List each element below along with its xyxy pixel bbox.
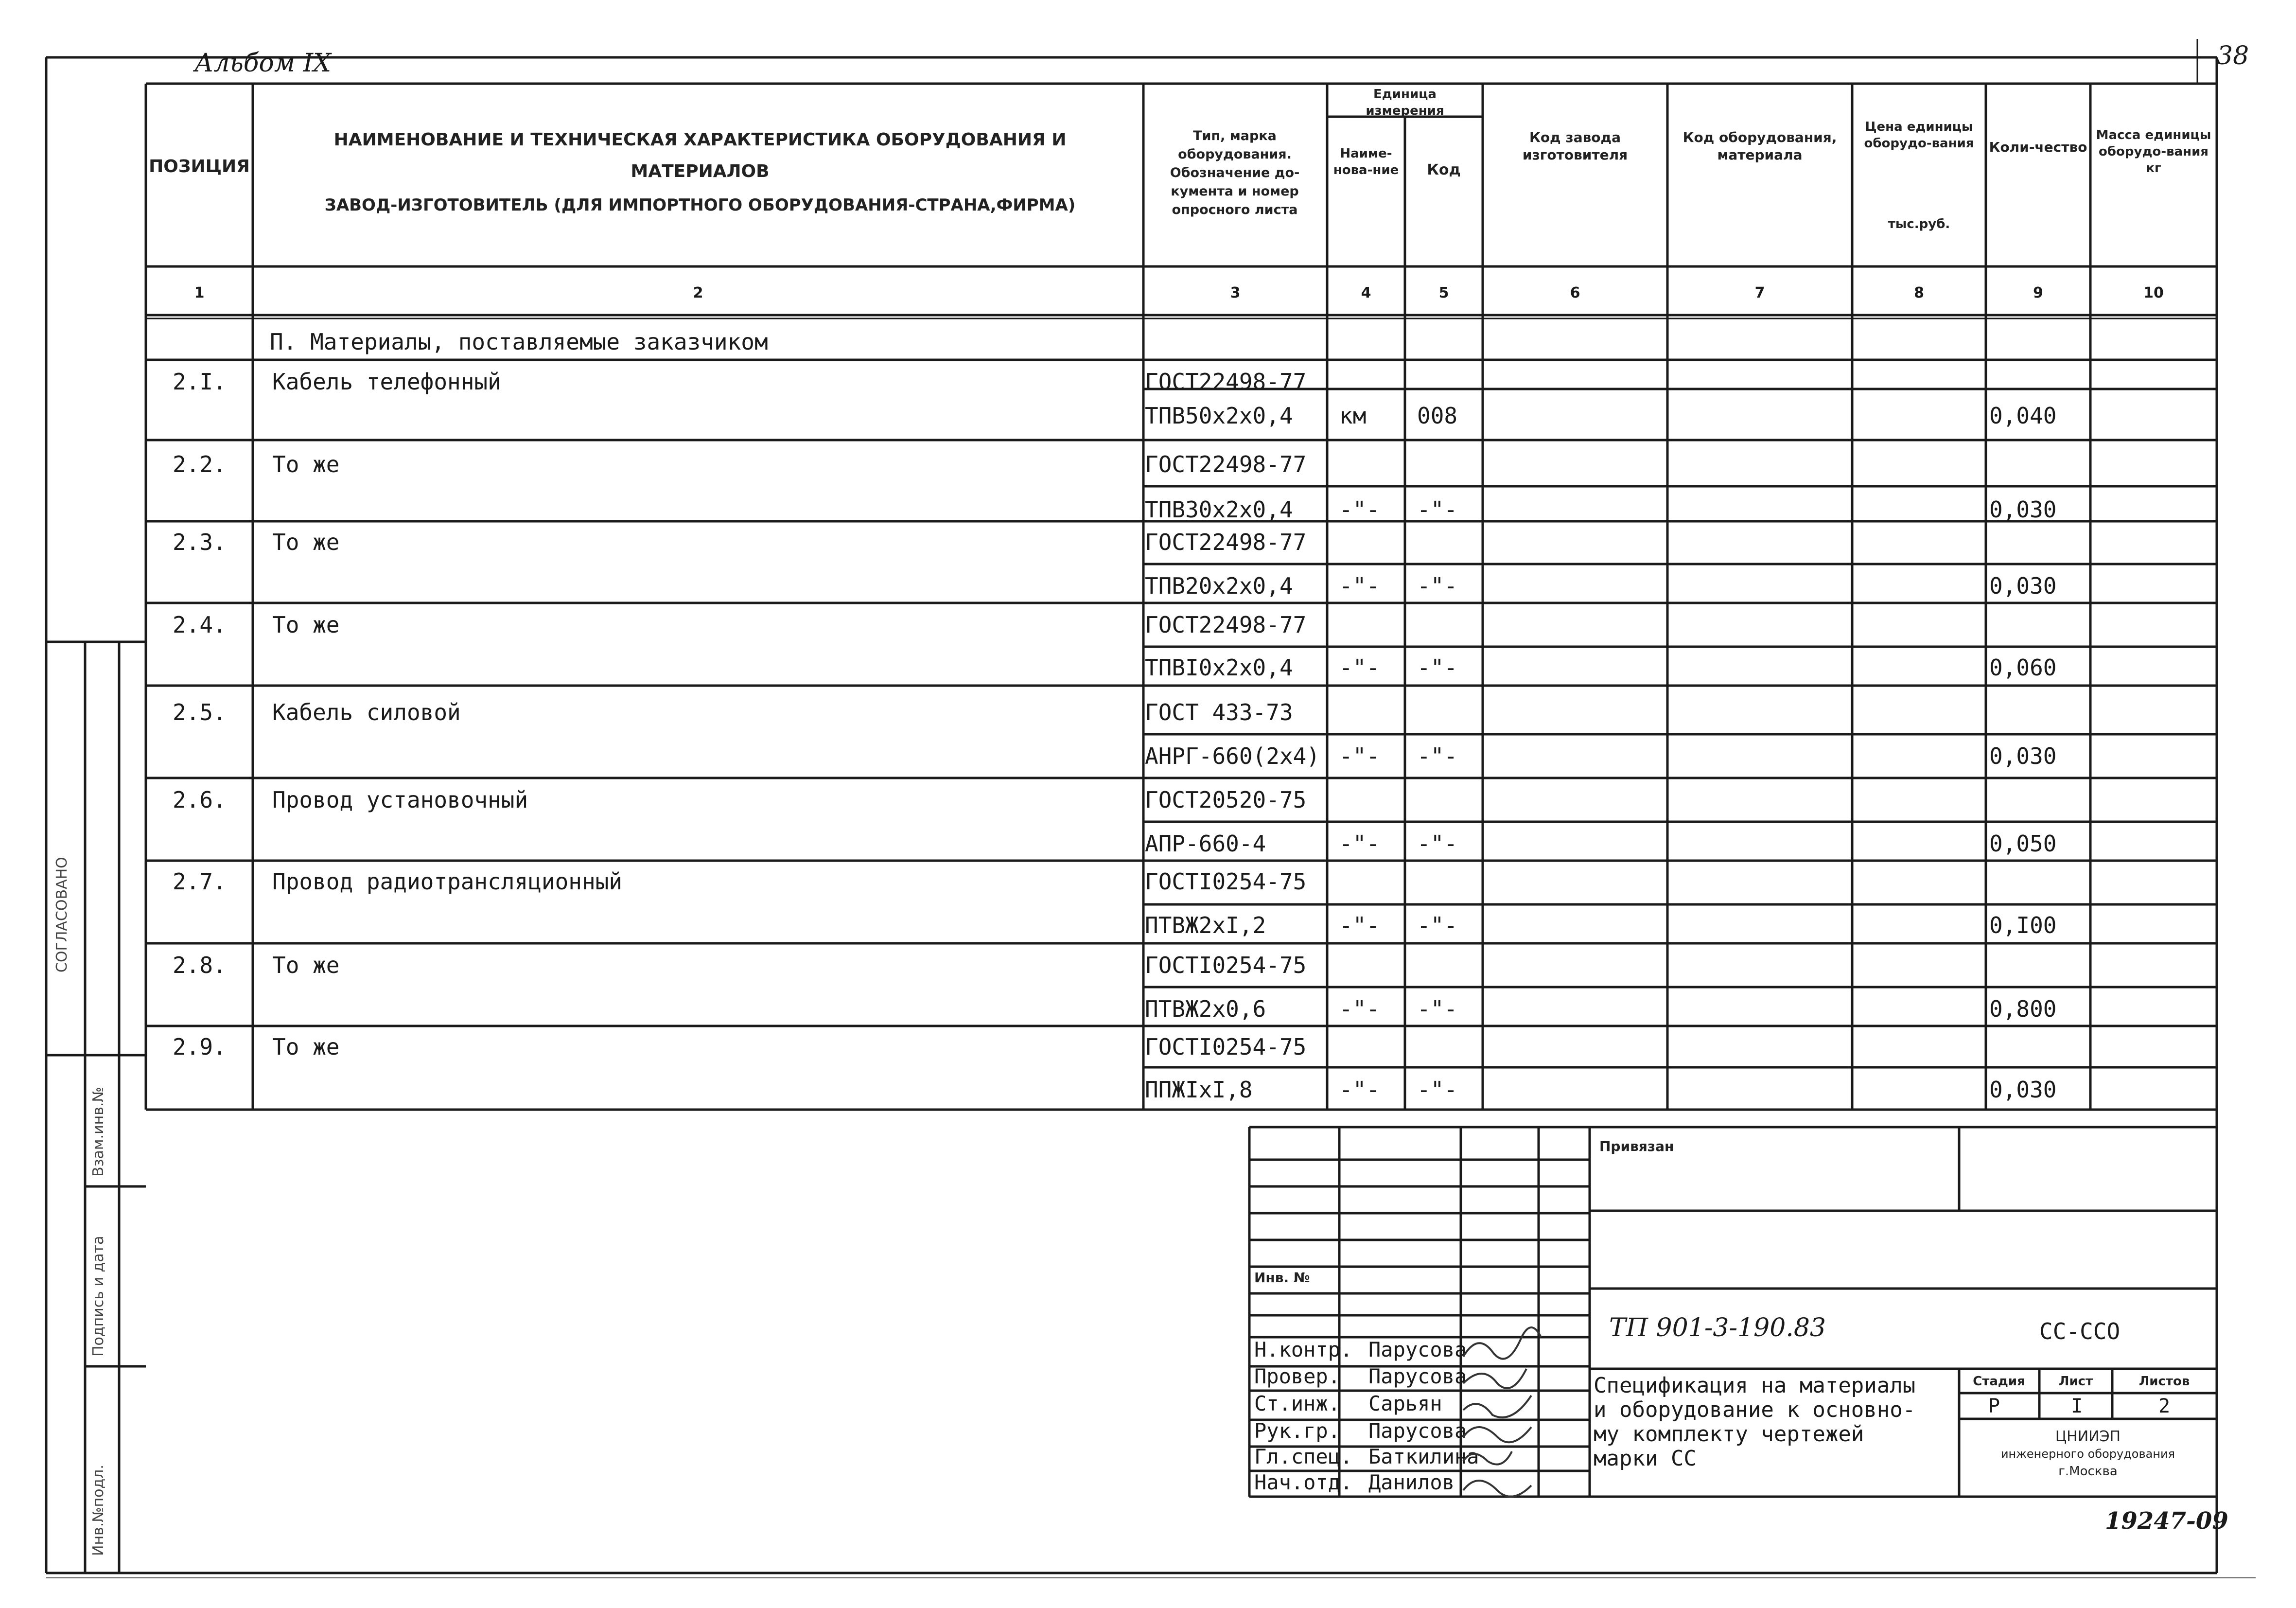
row-position: 2.8. — [173, 952, 227, 978]
tb-mark: СС-ССО — [2039, 1318, 2121, 1344]
header-material-code: Код оборудования, материала — [1683, 129, 1837, 163]
tb-org-l3: г.Москва — [2058, 1464, 2118, 1479]
col-num-6: 6 — [1570, 284, 1580, 301]
row-type: ППЖIхI,8 — [1145, 1077, 1253, 1103]
row-name: Провод установочный — [272, 787, 528, 813]
col-num-9: 9 — [2033, 284, 2043, 301]
row-unit: -"- — [1339, 496, 1380, 523]
row-code: -"- — [1417, 654, 1458, 681]
row-position: 2.4. — [173, 612, 227, 638]
tb-org-l2: инженерного оборудования — [2000, 1447, 2175, 1461]
header-price-unit: тыс.руб. — [1888, 217, 1950, 231]
row-type: ТПВ50х2х0,4 — [1145, 403, 1293, 429]
tb-sheets-label: Листов — [2138, 1374, 2190, 1389]
row-unit: -"- — [1339, 654, 1380, 681]
row-type: ГОСТI0254-75 — [1145, 952, 1307, 978]
header-name-line3: ЗАВОД-ИЗГОТОВИТЕЛЬ (ДЛЯ ИМПОРТНОГО ОБОРУДОВАНИЯ-СТРАНА,ФИРМА) — [324, 195, 1076, 215]
row-unit: -"- — [1339, 573, 1380, 599]
tb-role-5: Гл.спец. — [1254, 1445, 1353, 1468]
tb-title-l3: му комплекту чертежей — [1594, 1422, 1864, 1447]
tb-sheet-label: Лист — [2058, 1374, 2093, 1389]
row-unit: -"- — [1339, 743, 1380, 769]
footer-code: 19247-09 — [2105, 1507, 2228, 1535]
col-num-10: 10 — [2143, 284, 2164, 301]
row-name: То же — [272, 1034, 340, 1060]
row-position: 2.3. — [173, 529, 227, 555]
row-quantity: 0,030 — [1989, 743, 2057, 769]
tb-role-3: Ст.инж. — [1254, 1392, 1341, 1415]
row-position: 2.6. — [173, 787, 227, 813]
stamp-podpis: Подпись и дата — [90, 1236, 107, 1357]
row-quantity: 0,030 — [1989, 1077, 2057, 1103]
row-type: ГОСТI0254-75 — [1145, 868, 1307, 895]
row-position: 2.2. — [173, 451, 227, 477]
header-quantity: Коли-чество — [1989, 139, 2087, 155]
row-type: АНРГ-660(2х4) — [1145, 743, 1320, 769]
row-code: -"- — [1417, 573, 1458, 599]
row-type: АПР-660-4 — [1145, 831, 1266, 857]
row-type: ПТВЖ2хI,2 — [1145, 912, 1266, 938]
tb-name-4: Парусова — [1368, 1419, 1467, 1443]
row-name: Провод радиотрансляционный — [272, 868, 623, 895]
album-label: Альбом IX — [194, 49, 332, 78]
header-unit-code: Код — [1427, 161, 1461, 178]
header-unit-group: Единица измерения — [1366, 87, 1444, 118]
row-type: ГОСТ22498-77 — [1145, 451, 1307, 477]
row-type: ГОСТ 433-73 — [1145, 699, 1293, 725]
header-type-line4: кумента и номер — [1171, 184, 1299, 199]
header-price: Цена единицы оборудо-вания — [1864, 120, 1974, 151]
col-num-3: 3 — [1230, 284, 1241, 301]
header-type-line5: опросного листа — [1172, 202, 1298, 217]
row-position: 2.5. — [173, 699, 227, 725]
row-quantity: 0,050 — [1989, 831, 2057, 857]
row-name: То же — [272, 529, 340, 555]
tb-name-6: Данилов — [1368, 1470, 1455, 1494]
stamp-vzam: Взам.инв.№ — [90, 1087, 107, 1177]
row-code: -"- — [1417, 996, 1458, 1022]
row-position: 2.I. — [173, 369, 227, 395]
row-type: ТПВ30х2х0,4 — [1145, 496, 1293, 523]
tb-stage-label: Стадия — [1973, 1374, 2025, 1389]
tb-name-2: Парусова — [1368, 1364, 1467, 1388]
tb-doc-code: ТП 901-3-190.83 — [1609, 1313, 1826, 1343]
col-num-4: 4 — [1361, 284, 1371, 301]
col-num-2: 2 — [693, 284, 703, 301]
col-num-1: 1 — [194, 284, 205, 301]
sheet-number: 38 — [2217, 41, 2249, 71]
tb-stage: Р — [1988, 1395, 2000, 1417]
col-num-5: 5 — [1438, 284, 1449, 301]
row-position: 2.7. — [173, 868, 227, 895]
row-type: ГОСТI0254-75 — [1145, 1034, 1307, 1060]
row-type: ГОСТ22498-77 — [1145, 529, 1307, 555]
col-num-7: 7 — [1754, 284, 1765, 301]
tb-name-5: Баткилина — [1368, 1445, 1479, 1468]
row-quantity: 0,I00 — [1989, 912, 2057, 938]
row-name: То же — [272, 952, 340, 978]
tb-name-3: Сарьян — [1368, 1392, 1442, 1415]
header-mass: Масса единицы оборудо-вания кг — [2096, 128, 2211, 176]
header-type-line3: Обозначение до- — [1170, 165, 1300, 180]
tb-role-1: Н.контр. — [1254, 1338, 1353, 1361]
tb-name-1: Парусова — [1368, 1338, 1467, 1361]
row-name: То же — [272, 451, 340, 477]
row-type: ПТВЖ2х0,6 — [1145, 996, 1266, 1022]
row-code: -"- — [1417, 912, 1458, 938]
header-unit-name: Наиме-нова-ние — [1333, 146, 1399, 177]
row-unit: -"- — [1339, 912, 1380, 938]
row-type: ГОСТ20520-75 — [1145, 787, 1307, 813]
header-position: ПОЗИЦИЯ — [149, 157, 250, 177]
tb-role-2: Провер. — [1254, 1364, 1341, 1388]
row-quantity: 0,030 — [1989, 496, 2057, 523]
row-code: -"- — [1417, 496, 1458, 523]
row-code: 008 — [1417, 403, 1458, 429]
row-quantity: 0,060 — [1989, 654, 2057, 681]
col-num-8: 8 — [1914, 284, 1924, 301]
row-quantity: 0,800 — [1989, 996, 2057, 1022]
row-code: -"- — [1417, 1077, 1458, 1103]
tb-title-l2: и оборудование к основно- — [1594, 1397, 1916, 1422]
row-code: -"- — [1417, 743, 1458, 769]
row-name: То же — [272, 612, 340, 638]
section-title: П. Материалы, поставляемые заказчиком — [270, 329, 768, 355]
row-unit: -"- — [1339, 996, 1380, 1022]
tb-org-l1: ЦНИИЭП — [2055, 1428, 2121, 1445]
tb-sheet: I — [2071, 1395, 2083, 1417]
row-type: ТПВ20х2х0,4 — [1145, 573, 1293, 599]
row-type: ГОСТ22498-77 — [1145, 612, 1307, 638]
tb-inv-no: Инв. № — [1254, 1270, 1310, 1286]
row-type: ГОСТ22498-77 — [1145, 369, 1307, 395]
row-name: Кабель силовой — [272, 699, 461, 725]
row-quantity: 0,030 — [1989, 573, 2057, 599]
header-maker-code: Код завода изготовителя — [1522, 129, 1628, 163]
header-type-line1: Тип, марка — [1193, 128, 1277, 143]
tb-role-4: Рук.гр. — [1254, 1419, 1341, 1443]
tb-sheets: 2 — [2158, 1395, 2171, 1417]
row-unit: -"- — [1339, 1077, 1380, 1103]
header-type-line2: оборудования. — [1178, 147, 1292, 162]
row-name: Кабель телефонный — [272, 369, 501, 395]
row-position: 2.9. — [173, 1034, 227, 1060]
stamp-soglasovano: СОГЛАСОВАНО — [53, 857, 70, 972]
row-unit: -"- — [1339, 831, 1380, 857]
row-unit: км — [1339, 403, 1367, 429]
tb-title-l4: марки СС — [1594, 1446, 1697, 1471]
row-code: -"- — [1417, 831, 1458, 857]
row-quantity: 0,040 — [1989, 403, 2057, 429]
tb-title-l1: Спецификация на материалы — [1594, 1373, 1916, 1398]
header-name-line1: НАИМЕНОВАНИЕ И ТЕХНИЧЕСКАЯ ХАРАКТЕРИСТИКА ОБОРУДОВАНИЯ И — [333, 130, 1067, 150]
stamp-inv-podl: Инв.№подл. — [90, 1465, 107, 1556]
row-type: ТПВI0х2х0,4 — [1145, 654, 1293, 681]
header-name-line2: МАТЕРИАЛОВ — [631, 161, 770, 181]
tb-privyazan: Привязан — [1599, 1138, 1674, 1154]
tb-role-6: Нач.отд. — [1254, 1470, 1353, 1494]
